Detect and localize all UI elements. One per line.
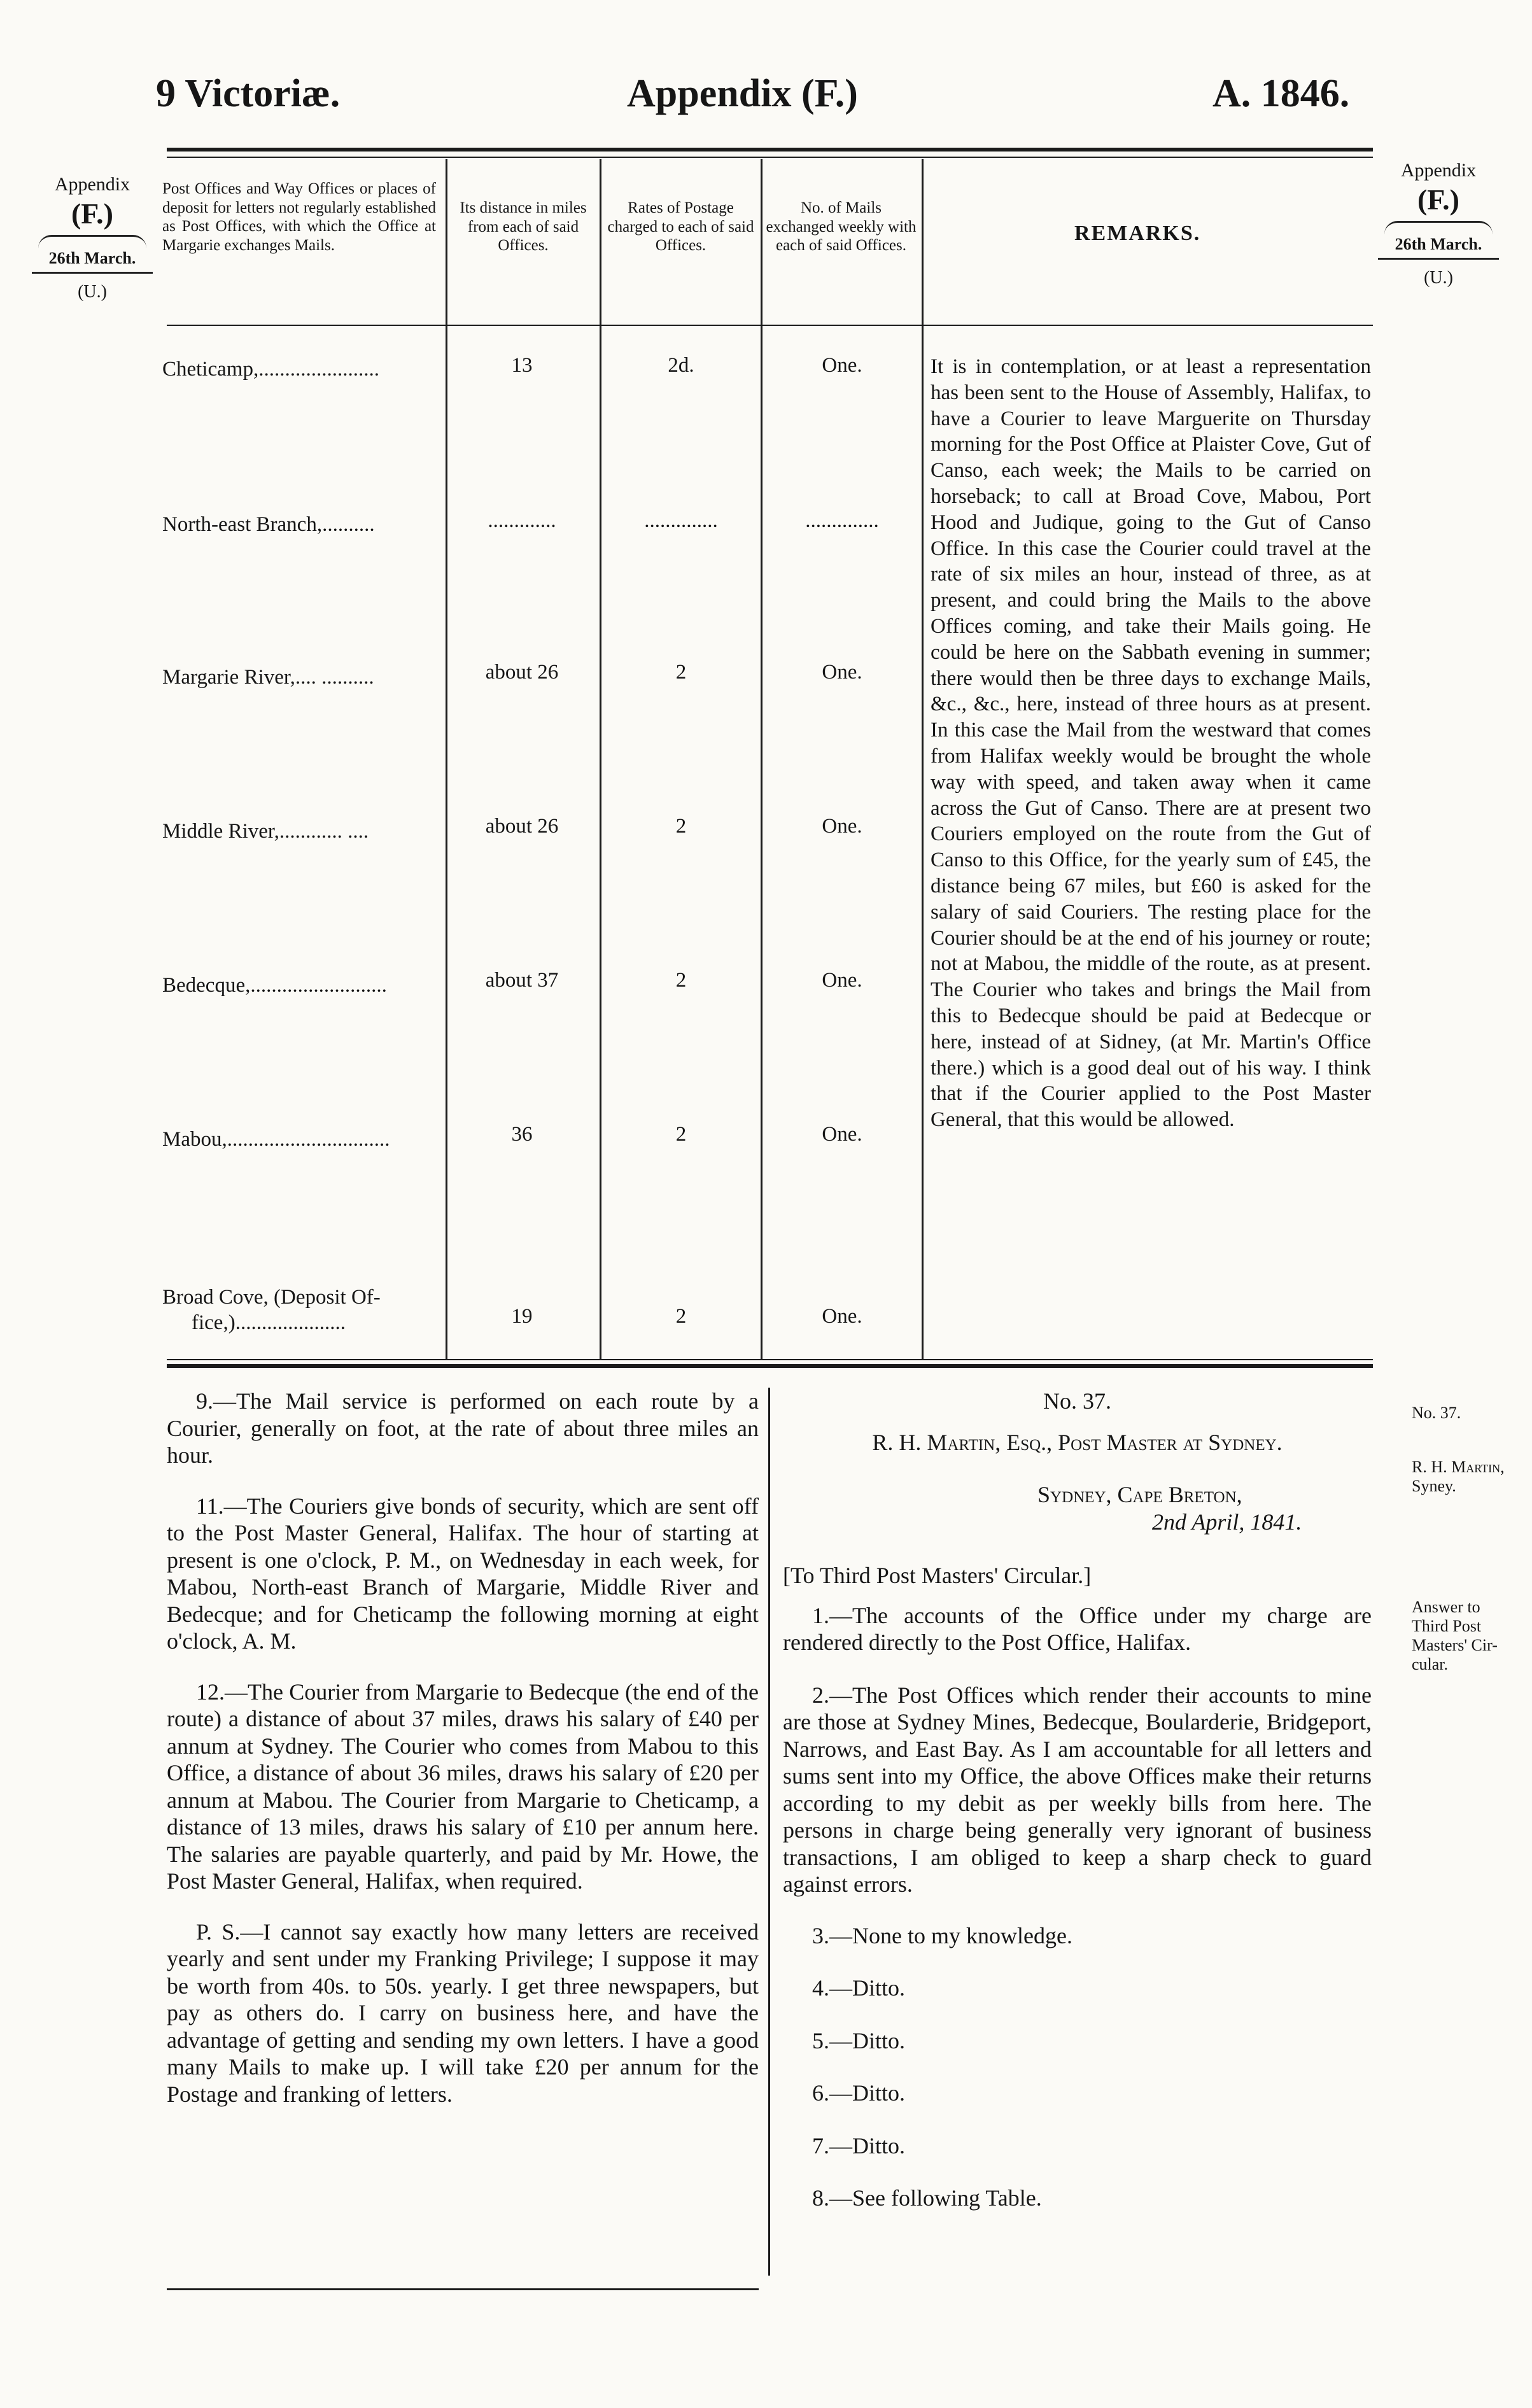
- column-header-place: Post Offices and Way Offices or places of deposit for letters not regularly established as Post Offices, with which the Office at Margarie exchanges Mails.: [162, 180, 436, 254]
- margin-letter: (F.): [1417, 183, 1459, 216]
- row-distance: 19: [511, 1305, 533, 1328]
- row-rate: 2d.: [668, 354, 694, 377]
- side-note-name: [1412, 1458, 1505, 1496]
- margin-note-right: [1378, 159, 1499, 289]
- row-distance: 13: [511, 354, 533, 377]
- row-mails: One.: [822, 1123, 862, 1146]
- row-distance: about 37: [485, 969, 559, 992]
- row-mails: One.: [822, 354, 862, 377]
- table-top-rule-thin: [167, 157, 1373, 158]
- column-divider-lower: [768, 1388, 770, 2276]
- remarks-text: It is in contemplation, or at least a representation has been sent to the House of Assembly, Halifax, to have a Courier to leave Marguerite on Thursday morning for the Post Office at Plaister Cove, Gut of Canso, each week; the Mails to be carried on horseback; to call at Broad Cove, Mabou, Port Hood and Judique, going to the Gut of Canso Office. In this case the Courier could travel at the rate of six miles an hour, instead of three, as at present, and could bring the Mails to the above Offices coming, and take their Mails going. He could be here on the Sabbath evening in summer; there would then be three days to exchange Mails, &c., &c., here, instead of three hours as at present. In this case the Mail from the westward that comes from Halifax weekly would be brought the whole way with speed, and taken away when it came across the Gut of Canso. There are at present two Couriers employed on the route from the Gut of Canso to this Office, for the yearly sum of £45, the distance being 67 miles, but £60 is asked for the salary of said Couriers. The resting place for the Courier should be at the end of his journey or route; not at Mabou, the middle of the route, as at present. The Courier who takes and brings the Mail from this to Bedecque should be paid at Bedecque or here, instead of at Sidney, (at Mr. Martin's Office there.) which is a good deal out of his way. I think that if the Courier applied to the Post Master General, that this would be allowed.: [931, 355, 1371, 1132]
- table-header-rule: [167, 325, 1373, 326]
- right-column: [783, 1388, 1372, 2212]
- row-place-line2: fice,).....................: [192, 1311, 346, 1334]
- answer-item: 8.—See following Table.: [812, 2185, 1042, 2211]
- row-mails: One.: [822, 815, 862, 838]
- row-mails: ..............: [805, 509, 879, 532]
- margin-appendix: Appendix: [54, 174, 130, 195]
- side-note-answer-line: Masters' Cir-: [1412, 1635, 1498, 1654]
- letter-number: No. 37.: [1043, 1388, 1111, 1414]
- left-column-end-rule: [167, 2288, 759, 2290]
- column-divider: [761, 159, 762, 1359]
- table-bottom-rule-thin: [167, 1359, 1373, 1360]
- table-top-rule: [167, 148, 1373, 151]
- answer-item: 2.—The Post Offices which render their accounts to mine are those at Sydney Mines, Bedecque, Boularderie, Bridgeport, Narrows, and East Bay. As I am accountable for all letters and sums sent into my Office, the above Offices make their returns according to my debit as per weekly bills from here. The persons in charge being generally very ignorant of business transactions, I am obliged to keep a sharp check to guard against errors.: [783, 1682, 1372, 1897]
- answer-item: 3.—None to my knowledge.: [812, 1922, 1072, 1948]
- side-note-answer: [1412, 1598, 1498, 1674]
- margin-date: 26th March.: [32, 248, 153, 274]
- row-mails: One.: [822, 969, 862, 992]
- side-note-answer-line: Third Post: [1412, 1616, 1482, 1635]
- row-place: North-east Branch,..........: [162, 513, 375, 536]
- row-place: Middle River,............ ....: [162, 820, 369, 843]
- row-rate: 2: [675, 815, 687, 838]
- row-place: Bedecque,..........................: [162, 974, 387, 997]
- row-rate: 2: [675, 661, 687, 684]
- letter-date: 2nd April, 1841.: [1152, 1509, 1302, 1535]
- paragraph: 9.—The Mail service is performed on each route by a Courier, generally on foot, at the rate of about three miles an hour.: [167, 1388, 759, 1468]
- side-note-answer-line: cular.: [1412, 1654, 1449, 1673]
- column-divider: [600, 159, 601, 1359]
- row-mails: One.: [822, 661, 862, 684]
- letter-circular: [To Third Post Masters' Circular.]: [783, 1563, 1092, 1588]
- column-header-rates: Rates of Postage charged to each of said Offices.: [607, 199, 754, 254]
- row-place: Cheticamp,.......................: [162, 358, 379, 381]
- answer-item: 4.—Ditto.: [812, 1975, 906, 2001]
- row-rate: 2: [675, 969, 687, 992]
- letter-addressee: R. H. Martin, Esq., Post Master at Sydney.: [872, 1429, 1283, 1455]
- row-rate: 2: [675, 1123, 687, 1146]
- table-bottom-rule: [167, 1364, 1373, 1368]
- column-header-mails: No. of Mails exchanged weekly with each of said Offices.: [766, 199, 917, 254]
- letter-place: Sydney, Cape Breton,: [1037, 1482, 1242, 1507]
- side-note-number: No. 37.: [1412, 1404, 1461, 1422]
- margin-brace: [1384, 221, 1493, 234]
- row-distance: about 26: [485, 815, 559, 838]
- margin-note-left: [32, 173, 153, 303]
- margin-appendix: Appendix: [1400, 160, 1477, 181]
- row-rate: ..............: [644, 509, 718, 532]
- page-header-left: 9 Victoriæ.: [156, 72, 341, 115]
- margin-sub: (U.): [78, 282, 107, 302]
- answer-item: 1.—The accounts of the Office under my charge are rendered directly to the Post Office, Halifax.: [783, 1602, 1372, 1655]
- answer-item: 6.—Ditto.: [812, 2080, 906, 2106]
- row-rate: 2: [675, 1305, 687, 1328]
- row-place: Mabou,...............................: [162, 1128, 390, 1151]
- margin-date: 26th March.: [1378, 234, 1499, 260]
- margin-brace: [38, 235, 146, 248]
- column-header-distance: Its distance in miles from each of said Offices.: [460, 199, 587, 254]
- column-divider: [446, 159, 447, 1359]
- page-header-center: Appendix (F.): [627, 72, 858, 115]
- column-header-remarks: REMARKS.: [1074, 222, 1201, 245]
- column-divider: [922, 159, 924, 1359]
- paragraph: 11.—The Couriers give bonds of security, which are sent off to the Post Master General, Halifax. The hour of starting at present is one o'clock, P. M., on Wednesday in each week, for Mabou, North-east Branch of Margarie, Middle River and Bedecque; and for Cheticamp the following morning at eight o'clock, A. M.: [167, 1493, 759, 1654]
- row-distance: 36: [511, 1123, 533, 1146]
- paragraph: 12.—The Courier from Margarie to Bedecque (the end of the route) a distance of about 37 miles, draws his salary of £40 per annum at Sydney. The Courier who comes from Mabou to this Office, a distance of about 36 miles, draws his salary of £20 per annum at Mabou. The Courier from Margarie to Cheticamp, a distance of 13 miles, draws his salary of £10 per annum here. The salaries are payable quarterly, and paid by Mr. Howe, the Post Master General, Halifax, when required.: [167, 1679, 759, 1894]
- side-note-name-line: R. H. Martin,: [1412, 1458, 1505, 1476]
- row-distance: .............: [488, 509, 556, 532]
- paragraph: P. S.—I cannot say exactly how many letters are received yearly and sent under my Franking Privilege; I suppose it may be worth from 40s. to 50s. yearly. I get three newspapers, but pay as others do. I carry on business here, and have the advantage of getting and sending my own letters. I have a good many Mails to make up. I will take £20 per annum for the Postage and franking of letters.: [167, 1919, 759, 2107]
- row-place-line1: Broad Cove, (Deposit Of-: [162, 1286, 381, 1309]
- left-column: [167, 1388, 759, 2131]
- margin-sub: (U.): [1424, 268, 1453, 288]
- margin-letter: (F.): [71, 197, 113, 230]
- answer-item: 5.—Ditto.: [812, 2027, 906, 2053]
- side-note-name-line: Syney.: [1412, 1476, 1456, 1495]
- answer-item: 7.—Ditto.: [812, 2132, 906, 2158]
- row-place: Margarie River,.... ..........: [162, 666, 374, 689]
- side-note-answer-line: Answer to: [1412, 1598, 1480, 1616]
- row-distance: about 26: [485, 661, 559, 684]
- page-header-right: A. 1846.: [1212, 72, 1350, 115]
- row-mails: One.: [822, 1305, 862, 1328]
